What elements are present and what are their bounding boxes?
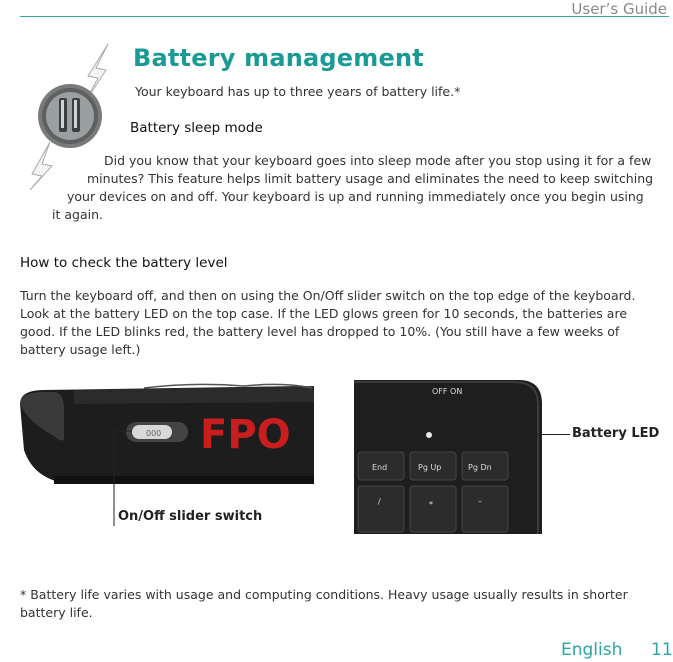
keyboard-top-image (354, 380, 544, 534)
sleep-heading: Battery sleep mode (130, 120, 263, 136)
sleep-paragraph-line: Did you know that your keyboard goes into sleep mode after you stop using it for a few (104, 153, 652, 168)
check-paragraph-line: Look at the battery LED on the top case. If the LED glows green for 10 seconds, the batteries are (20, 306, 628, 321)
slider-label: On/Off slider switch (118, 509, 263, 524)
page-number: 11 (651, 640, 673, 660)
svg-text:Pg Up: Pg Up (418, 463, 442, 472)
svg-text:/: / (378, 497, 381, 506)
footnote-line: battery life. (20, 605, 93, 620)
section-title: Battery management (133, 44, 424, 72)
header-rule (20, 16, 669, 17)
svg-text:End: End (372, 463, 388, 472)
sleep-paragraph-line: your devices on and off. Your keyboard is up and running immediately once you begin using (67, 189, 644, 204)
svg-text:–: – (478, 497, 482, 506)
sleep-paragraph-line: minutes? This feature helps limit battery usage and eliminates the need to keep switching (87, 171, 654, 186)
fpo-placeholder: FPO (200, 412, 291, 458)
footnote-line: * Battery life varies with usage and computing conditions. Heavy usage usually results in shorter (20, 587, 628, 602)
check-heading: How to check the battery level (20, 255, 228, 271)
header-title: User’s Guide (571, 0, 667, 18)
check-paragraph-line: good. If the LED blinks red, the battery level has dropped to 10%. (You still have a few weeks of (20, 324, 620, 339)
sleep-paragraph-line: it again. (52, 207, 103, 222)
section-subtitle: Your keyboard has up to three years of battery life.* (135, 84, 461, 99)
battery-icon (28, 42, 118, 192)
led-label: Battery LED (572, 426, 660, 441)
svg-text:Pg Dn: Pg Dn (468, 463, 492, 472)
check-paragraph-line: Turn the keyboard off, and then on using the On/Off slider switch on the top edge of the keyboard. (20, 288, 636, 303)
svg-text:OFF ON: OFF ON (432, 387, 463, 396)
svg-text:000: 000 (146, 429, 162, 438)
check-paragraph-line: battery usage left.) (20, 342, 141, 357)
footer-language: English (561, 640, 623, 660)
led-callout-line (542, 434, 570, 435)
svg-text:*: * (429, 500, 433, 509)
